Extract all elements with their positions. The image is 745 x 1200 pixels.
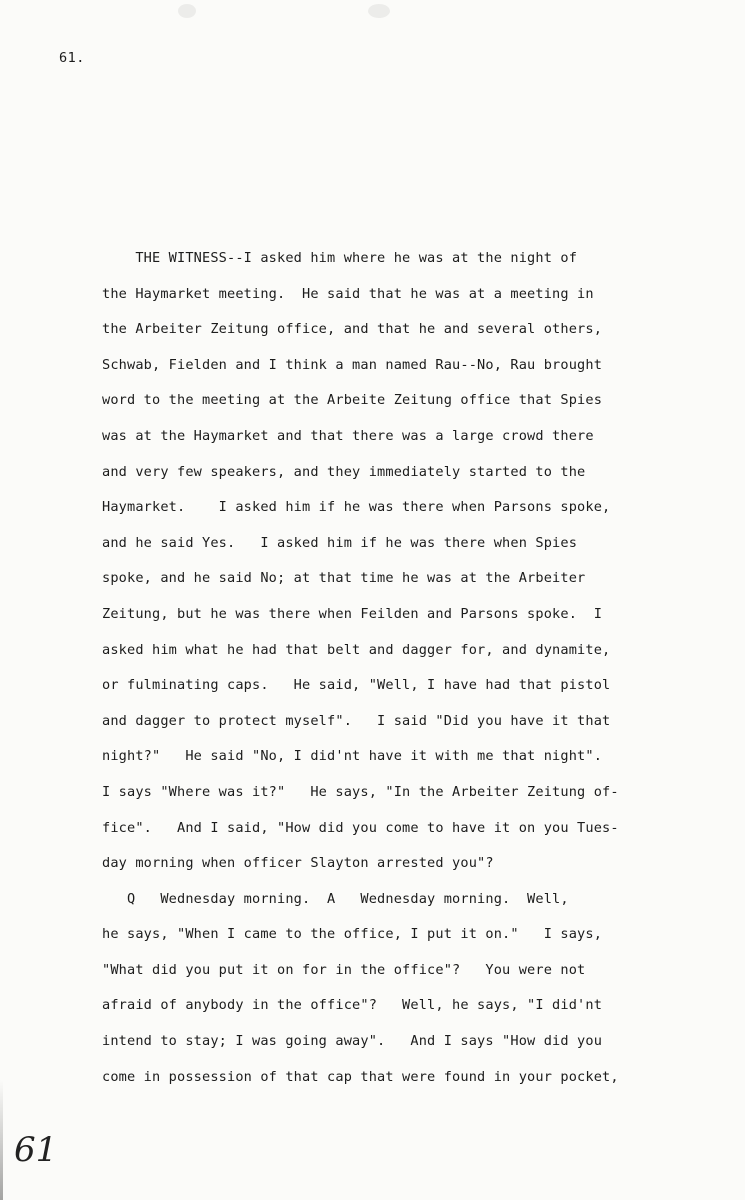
text-line: or fulminating caps. He said, "Well, I have had that pistol bbox=[102, 677, 611, 694]
text-line: afraid of anybody in the office"? Well, he says, "I did'nt bbox=[102, 997, 603, 1014]
text-line: THE WITNESS--I asked him where he was at the night of bbox=[102, 250, 578, 266]
text-line: day morning when officer Slayton arrested you"? bbox=[102, 855, 494, 872]
text-line: and dagger to protect myself". I said "Did you have it that bbox=[102, 712, 611, 729]
text-line: come in possession of that cap that were found in your pocket, bbox=[102, 1068, 619, 1085]
text-line: intend to stay; I was going away". And I says "How did you bbox=[102, 1033, 603, 1050]
text-line: fice". And I said, "How did you come to have it on you Tues- bbox=[102, 819, 619, 836]
text-line: asked him what he had that belt and dagger for, and dynamite, bbox=[102, 641, 611, 658]
page-edge-shadow bbox=[0, 1080, 3, 1200]
text-line: spoke, and he said No; at that time he was at the Arbeiter bbox=[102, 570, 586, 587]
text-line: Haymarket. I asked him if he was there when Parsons spoke, bbox=[102, 499, 611, 516]
text-line: night?" He said "No, I did'nt have it with me that night". bbox=[102, 748, 603, 765]
top-smudge bbox=[368, 4, 390, 18]
page-number: 61. bbox=[59, 50, 85, 66]
top-smudge bbox=[178, 4, 196, 18]
text-line: I says "Where was it?" He says, "In the Arbeiter Zeitung of- bbox=[102, 783, 619, 800]
text-line: and he said Yes. I asked him if he was there when Spies bbox=[102, 534, 578, 551]
text-line: Schwab, Fielden and I think a man named Rau--No, Rau brought bbox=[102, 356, 603, 373]
text-line: "What did you put it on for in the office"? You were not bbox=[102, 961, 586, 978]
testimony-text bbox=[102, 248, 702, 1102]
text-line: word to the meeting at the Arbeite Zeitung office that Spies bbox=[102, 392, 603, 409]
text-line: the Haymarket meeting. He said that he was at a meeting in bbox=[102, 285, 594, 302]
text-line: he says, "When I came to the office, I put it on." I says, bbox=[102, 926, 603, 943]
text-line: and very few speakers, and they immediately started to the bbox=[102, 463, 586, 480]
handwritten-page-number: 61 bbox=[14, 1130, 58, 1170]
text-line: Zeitung, but he was there when Feilden and Parsons spoke. I bbox=[102, 605, 603, 622]
text-line: the Arbeiter Zeitung office, and that he and several others, bbox=[102, 321, 603, 338]
text-line: was at the Haymarket and that there was a large crowd there bbox=[102, 427, 594, 444]
text-line: Q Wednesday morning. A Wednesday morning. Well, bbox=[102, 890, 569, 907]
